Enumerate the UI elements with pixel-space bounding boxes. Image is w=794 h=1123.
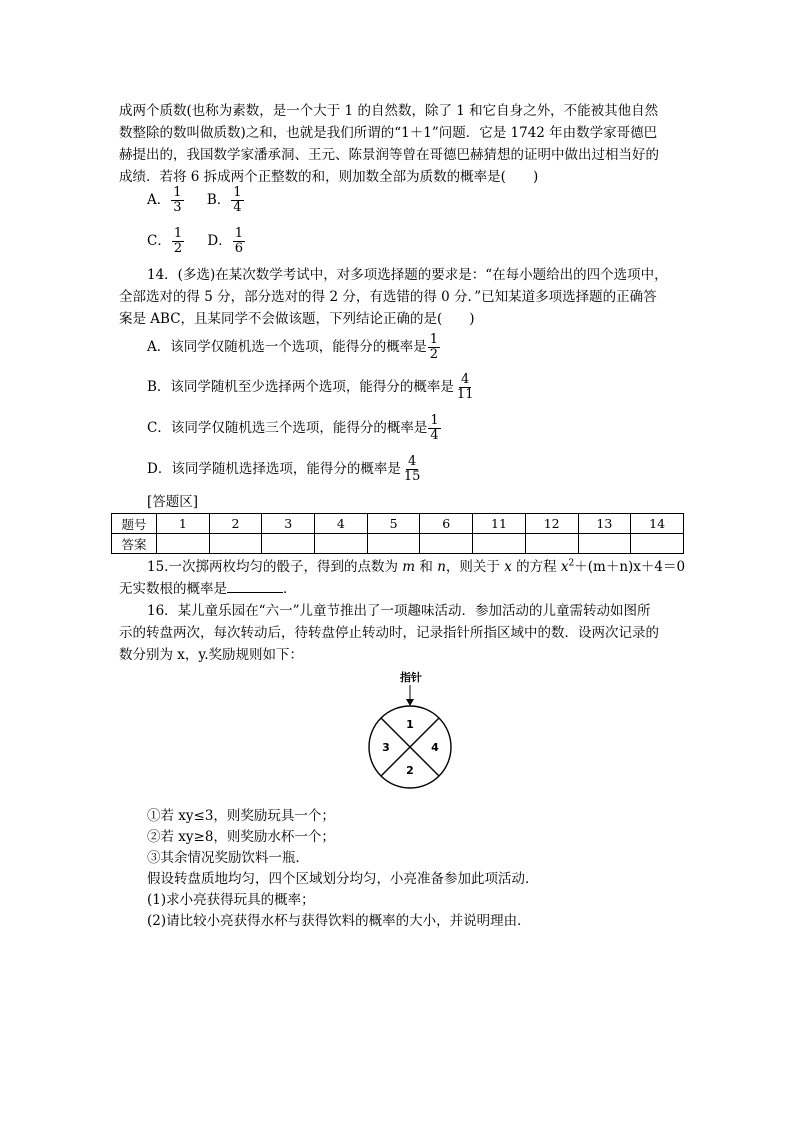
q16-rule-1: ①若 xy≤3，则奖励玩具一个； — [147, 808, 335, 824]
q15-text: ，则关于 — [445, 559, 500, 575]
numerator: 1 — [173, 226, 183, 241]
var-m: m — [402, 559, 416, 575]
denominator: 4 — [430, 428, 439, 443]
q16-line-2: 示的转盘两次，每次转动后，待转盘停止转动时，记录指针所指区域中的数．设两次记录的 — [119, 625, 659, 641]
fraction — [402, 455, 423, 484]
q15-line-2 — [119, 579, 297, 600]
answer-blank[interactable] — [227, 579, 283, 593]
answer-header: 答案 — [112, 534, 157, 554]
pointer-arrowhead — [406, 699, 414, 706]
q13-line-2: 数整除的数叫做质数)之和，也就是我们所谓的“1＋1”问题．它是 1742 年由数学家哥德巴 — [119, 125, 658, 141]
q14-line-3: 案是 ABC，且某同学不会做该题，下列结论正确的是( ) — [119, 311, 475, 327]
option-label: A． — [147, 192, 171, 208]
answer-row — [112, 534, 684, 554]
region-4: 4 — [431, 741, 439, 754]
spinner-figure — [360, 668, 460, 798]
answer-cell[interactable] — [315, 534, 368, 554]
fraction — [455, 373, 476, 402]
fraction — [231, 186, 243, 215]
answer-cell[interactable] — [631, 534, 684, 554]
fraction — [171, 186, 183, 215]
number-header: 题号 — [112, 514, 157, 534]
region-1: 1 — [406, 718, 414, 731]
answer-cell[interactable] — [157, 534, 210, 554]
question-number: 3 — [262, 514, 315, 534]
fraction — [172, 227, 184, 256]
q16-assumption: 假设转盘质地均匀，四个区域划分均匀，小亮准备参加此项活动． — [147, 871, 539, 887]
option-text: A．该同学仅随机选一个选项，能得分的概率是 — [147, 339, 427, 355]
question-number: 5 — [367, 514, 420, 534]
numerator: 4 — [461, 372, 470, 387]
q13-options-row-1 — [147, 186, 245, 215]
option-label: B． — [206, 192, 231, 208]
q16-line-3: 数分别为 x，y.奖励规则如下： — [119, 647, 304, 663]
q13-line-1: 成两个质数(也称为素数，是一个大于 1 的自然数，除了 1 和它自身之外，不能被其他自然 — [119, 103, 659, 119]
numerator: 4 — [407, 454, 417, 469]
denominator: 15 — [403, 469, 421, 484]
q14-line-2: 全部选对的得 5 分，部分选对的得 2 分，有选错的得 0 分．”已知某道多项选择题的正确答 — [119, 289, 657, 305]
question-number: 13 — [578, 514, 631, 534]
q13-line-4: 成绩．若将 6 拆成两个正整数的和，则加数全部为质数的概率是( ) — [119, 169, 539, 185]
q13-options-row-2 — [147, 227, 246, 256]
question-number: 1 — [157, 514, 210, 534]
denominator: 2 — [429, 347, 439, 362]
question-number: 6 — [420, 514, 473, 534]
denominator: 11 — [456, 387, 474, 402]
answer-cell[interactable] — [420, 534, 473, 554]
answer-cell[interactable] — [262, 534, 315, 554]
region-3: 3 — [382, 741, 390, 754]
answer-area-label: [答题区] — [147, 494, 199, 510]
q16-part-2: (2)请比较小亮获得水杯与获得饮料的概率的大小，并说明理由． — [147, 913, 531, 929]
q15-text: 无实数根的概率是 — [119, 581, 227, 597]
q16-rule-2: ②若 xy≥8，则奖励水杯一个； — [147, 829, 335, 845]
numerator: 1 — [234, 226, 244, 241]
denominator: 2 — [173, 241, 183, 256]
q16-line-1: 16．某儿童乐园在“六一”儿童节推出了一项趣味活动．参加活动的儿童需转动如图所 — [147, 603, 651, 619]
var-x: x — [560, 559, 569, 575]
q14-line-1: 14．(多选)在某次数学考试中，对多项选择题的要求是：“在每小题给出的四个选项中， — [147, 267, 668, 283]
q14-option-d[interactable] — [147, 455, 423, 484]
answer-cell[interactable] — [209, 534, 262, 554]
q14-option-a[interactable] — [147, 333, 441, 362]
q14-option-c[interactable] — [147, 414, 442, 443]
q16-rule-3: ③其余情况奖励饮料一瓶． — [147, 850, 309, 866]
q13-option-b[interactable] — [207, 186, 245, 215]
question-number: 14 — [631, 514, 684, 534]
denominator: 4 — [233, 200, 242, 215]
answer-cell[interactable] — [525, 534, 578, 554]
numerator: 1 — [429, 332, 439, 347]
denominator: 3 — [173, 200, 182, 215]
number-row — [112, 514, 684, 534]
option-label: C． — [147, 233, 171, 249]
question-number: 4 — [315, 514, 368, 534]
q13-line-3: 赫提出的，我国数学家潘承洞、王元、陈景润等曾在哥德巴赫猜想的证明中做出过相当好的 — [119, 147, 659, 163]
option-text: D．该同学随机选择选项，能得分的概率是 — [147, 461, 401, 477]
fraction — [233, 227, 245, 256]
region-2: 2 — [406, 764, 414, 777]
option-text: C．该同学仅随机选三个选项，能得分的概率是 — [147, 420, 428, 436]
var-x: x — [504, 559, 512, 575]
pointer-label: 指针 — [400, 671, 422, 684]
exponent: 2 — [568, 558, 575, 569]
numerator: 1 — [233, 185, 242, 200]
numerator: 1 — [173, 185, 182, 200]
q13-option-c[interactable] — [147, 227, 185, 256]
option-label: D． — [207, 233, 232, 249]
answer-table — [111, 513, 684, 554]
fraction — [428, 414, 440, 443]
q13-option-d[interactable] — [207, 227, 246, 256]
var-n: n — [437, 559, 446, 575]
q16-part-1: (1)求小亮获得玩具的概率； — [147, 892, 315, 908]
answer-cell[interactable] — [367, 534, 420, 554]
q13-option-a[interactable] — [147, 186, 185, 215]
answer-cell[interactable] — [473, 534, 526, 554]
numerator: 1 — [430, 413, 439, 428]
question-number: 2 — [209, 514, 262, 534]
q15-text: 15.一次掷两枚均匀的骰子，得到的点数为 — [147, 559, 398, 575]
option-text: B．该同学随机至少选择两个选项，能得分的概率是 — [147, 379, 454, 395]
denominator: 6 — [234, 241, 244, 256]
question-number: 11 — [473, 514, 526, 534]
fraction — [428, 333, 440, 362]
answer-cell[interactable] — [578, 534, 631, 554]
q15-line-1 — [147, 557, 685, 578]
question-number: 12 — [525, 514, 578, 534]
q15-text: ． — [283, 581, 297, 597]
equation: ＋(m＋n)x＋4＝0 — [574, 559, 686, 575]
q15-and: 和 — [419, 559, 433, 575]
q15-text: 的方程 — [516, 559, 557, 575]
q14-option-b[interactable] — [147, 373, 476, 402]
